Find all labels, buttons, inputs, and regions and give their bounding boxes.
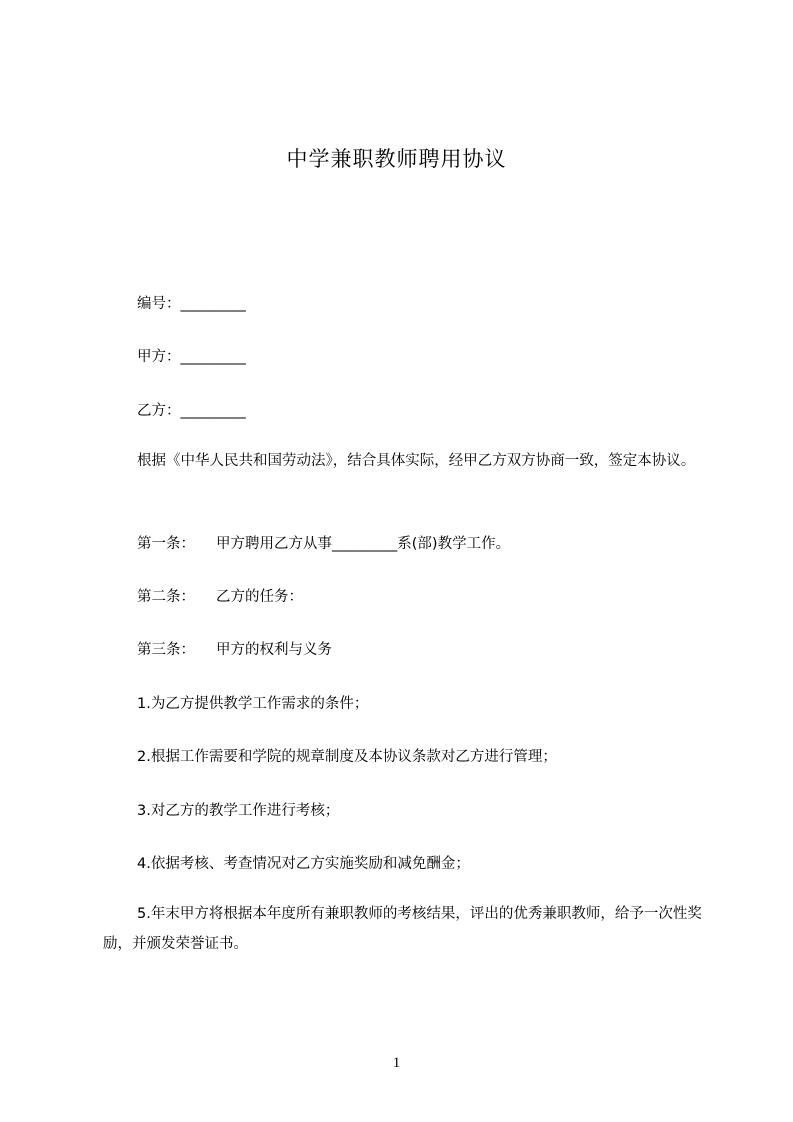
list-item-4: 4.依据考核、考查情况对乙方实施奖励和减免酬金； <box>137 856 470 872</box>
clause-3 <box>137 638 332 659</box>
intro-text: 根据《中华人民共和国劳动法》，结合具体实际，经甲乙方双方协商一致，签定本协议。 <box>137 453 696 469</box>
clause-1-label: 第一条： <box>137 536 195 552</box>
clause-1-text: 甲方聘用乙方从事_________系(部)教学工作。 <box>216 536 511 552</box>
field-party-b: 乙方：_________ <box>137 403 246 419</box>
list-item-5-text: 5.年末甲方将根据本年度所有兼职教师的考核结果，评出的优秀兼职教师，给予一次性奖励，并颁发荣誉证书。 <box>103 906 702 952</box>
list-item-5 <box>103 899 713 959</box>
field-party-a: 甲方：_________ <box>137 349 246 365</box>
clause-2 <box>137 585 303 606</box>
clause-3-label: 第三条： <box>137 642 195 658</box>
clause-2-label: 第二条： <box>137 589 195 605</box>
clause-2-text: 乙方的任务： <box>216 589 303 605</box>
list-item-1: 1.为乙方提供教学工作需求的条件； <box>137 696 369 712</box>
list-item-2: 2.根据工作需要和学院的规章制度及本协议条款对乙方进行管理； <box>137 749 557 765</box>
clause-1 <box>137 532 510 553</box>
intro-paragraph <box>103 446 713 476</box>
document-title: 中学兼职教师聘用协议 <box>286 147 507 171</box>
list-item-3: 3.对乙方的教学工作进行考核； <box>137 803 340 819</box>
field-number: 编号：_________ <box>137 296 246 312</box>
page-number: 1 <box>392 1055 401 1071</box>
clause-3-text: 甲方的权利与义务 <box>216 642 332 658</box>
